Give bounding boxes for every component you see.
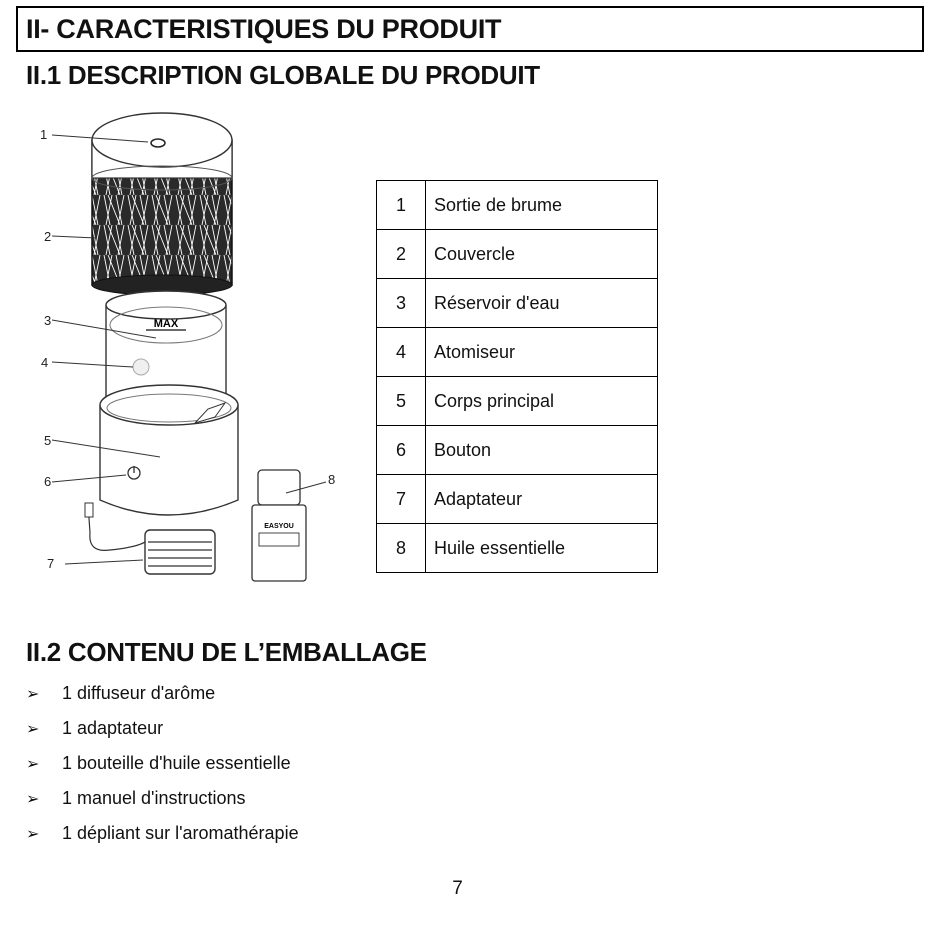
part-number: 6 — [377, 426, 426, 475]
table-row — [377, 377, 658, 426]
list-item-label: 1 diffuseur d'arôme — [62, 683, 216, 703]
lid-cover — [92, 113, 232, 295]
table-row — [377, 426, 658, 475]
list-item — [26, 781, 299, 816]
list-item — [26, 746, 299, 781]
part-label: Adaptateur — [426, 475, 658, 524]
part-label: Atomiseur — [426, 328, 658, 377]
callout-3: 3 — [44, 313, 52, 328]
list-item-label: 1 adaptateur — [62, 718, 164, 738]
callout-8: 8 — [328, 472, 336, 487]
table-row — [377, 524, 658, 573]
callout-1: 1 — [40, 127, 48, 142]
page-number: 7 — [452, 878, 463, 899]
table-row — [377, 328, 658, 377]
bottle-label: EASYOU — [264, 523, 294, 530]
table-row — [377, 230, 658, 279]
callout-4: 4 — [41, 355, 49, 370]
part-label: Bouton — [426, 426, 658, 475]
arrow-bullet-icon: ➢ — [26, 790, 40, 808]
part-label: Réservoir d'eau — [426, 279, 658, 328]
arrow-bullet-icon: ➢ — [26, 755, 40, 773]
table-row — [377, 475, 658, 524]
list-item-label: 1 dépliant sur l'aromathérapie — [62, 823, 299, 843]
essential-oil-bottle — [252, 470, 306, 581]
part-label: Huile essentielle — [426, 524, 658, 573]
part-number: 7 — [377, 475, 426, 524]
package-contents-list — [26, 676, 299, 851]
part-label: Corps principal — [426, 377, 658, 426]
part-number: 3 — [377, 279, 426, 328]
arrow-bullet-icon: ➢ — [26, 825, 40, 843]
part-label: Couvercle — [426, 230, 658, 279]
part-number: 8 — [377, 524, 426, 573]
arrow-bullet-icon: ➢ — [26, 685, 40, 703]
part-number: 1 — [377, 181, 426, 230]
list-item — [26, 676, 299, 711]
section-header-box — [16, 6, 924, 52]
callout-5: 5 — [44, 433, 52, 448]
section-title: II- CARACTERISTIQUES DU PRODUIT — [26, 14, 502, 44]
table-row — [377, 181, 658, 230]
part-number: 2 — [377, 230, 426, 279]
mist-outlet — [151, 139, 165, 147]
list-item — [26, 816, 299, 851]
part-label: Sortie de brume — [426, 181, 658, 230]
list-item-label: 1 bouteille d'huile essentielle — [62, 753, 291, 773]
product-diagram — [30, 105, 350, 590]
table-row — [377, 279, 658, 328]
list-item — [26, 711, 299, 746]
subsection-2-title: II.2 CONTENU DE L’EMBALLAGE — [26, 637, 427, 667]
callout-7: 7 — [47, 556, 55, 571]
list-item-label: 1 manuel d'instructions — [62, 788, 246, 808]
callout-2: 2 — [44, 229, 52, 244]
max-mark-label: MAX — [153, 318, 179, 330]
callout-6: 6 — [44, 474, 52, 489]
part-number: 4 — [377, 328, 426, 377]
parts-table — [376, 180, 658, 573]
part-number: 5 — [377, 377, 426, 426]
atomizer-disc — [133, 359, 149, 375]
subsection-1-title: II.1 DESCRIPTION GLOBALE DU PRODUIT — [26, 60, 540, 90]
main-body — [100, 385, 238, 515]
arrow-bullet-icon: ➢ — [26, 720, 40, 738]
